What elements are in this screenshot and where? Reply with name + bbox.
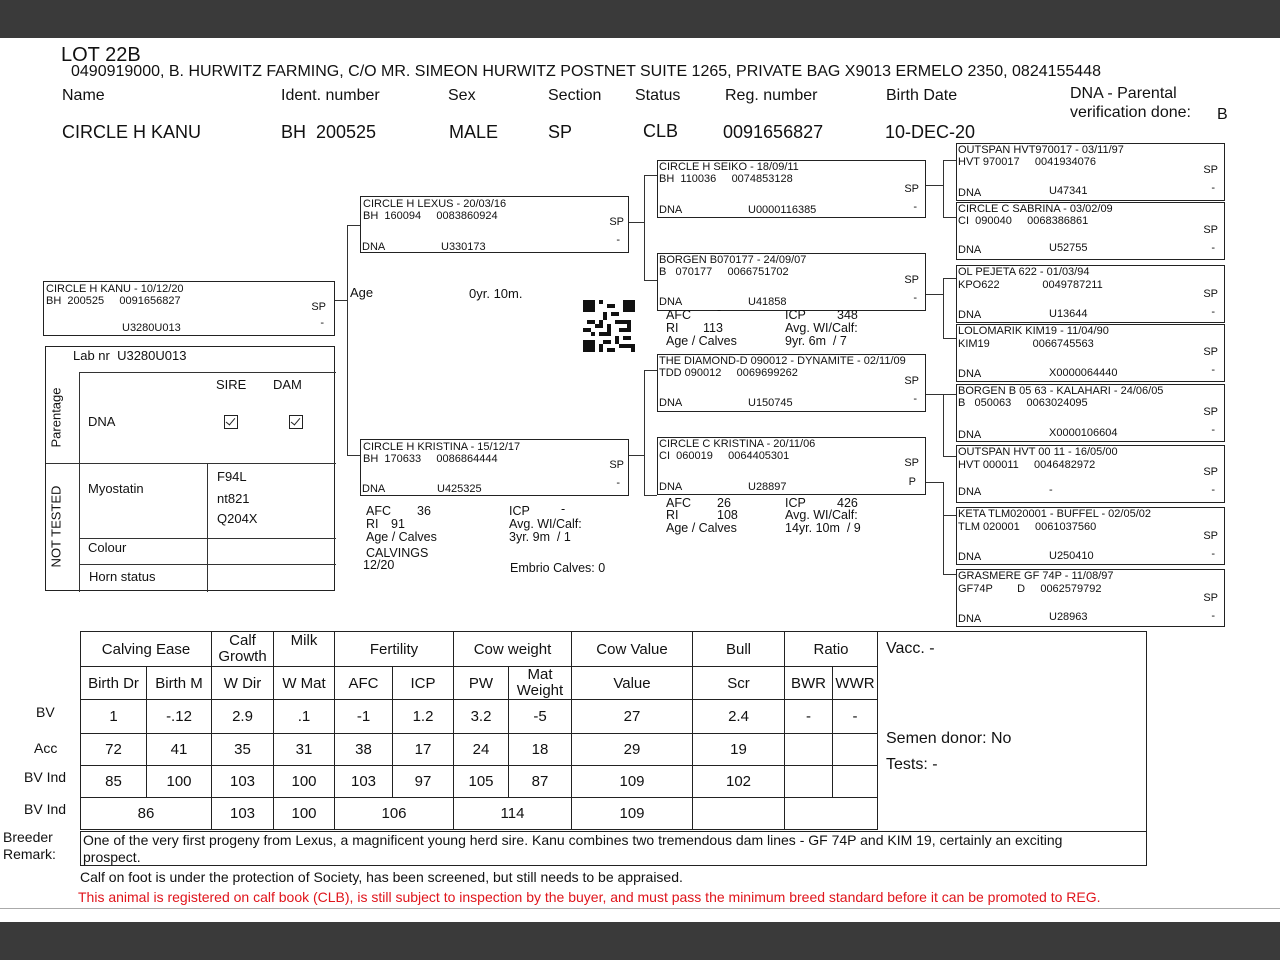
age-value: 0yr. 10m. — [469, 286, 523, 301]
row-label-acc: Acc — [34, 740, 58, 756]
connector — [347, 225, 360, 226]
card-dna-label: DNA — [362, 241, 386, 253]
card-ident: B 050063 0063024095 — [958, 397, 1088, 409]
card-dna-label: DNA — [958, 551, 982, 563]
colour-label: Colour — [88, 540, 127, 555]
card-title: CIRCLE H KRISTINA - 15/12/17 — [363, 441, 521, 453]
lab-panel — [45, 346, 335, 591]
card-dash: - — [1211, 182, 1215, 194]
bv-cell: 1.2 — [393, 700, 454, 734]
card-dna-id: - — [1049, 484, 1053, 496]
col-birth-m: Birth M — [147, 667, 212, 700]
card-title: OUTSPAN HVT970017 - 03/11/97 — [958, 144, 1124, 156]
animal-status: CLB — [643, 121, 679, 141]
acc-cell: 31 — [274, 734, 335, 766]
table-row — [81, 798, 878, 830]
acc-cell: 24 — [454, 734, 509, 766]
bv-cell: -.12 — [147, 700, 212, 734]
bvind-cell — [833, 766, 878, 798]
card-ident: BH 200525 0091656827 — [46, 295, 181, 307]
breeding-values-table — [80, 631, 878, 830]
acc-cell — [833, 734, 878, 766]
card-section: SP — [1203, 164, 1218, 176]
connector — [943, 515, 956, 516]
connector — [943, 456, 956, 457]
clb-warning: This animal is registered on calf book (CLB), is still subject to inspection by the buyer, and must pass the minimum breed standard before it can be promoted to REG. — [78, 889, 1101, 905]
bvind2-cell: 86 — [81, 798, 212, 830]
animal-name: CIRCLE H KANU — [62, 122, 202, 142]
row-label-bv: BV — [36, 704, 55, 720]
remark-label-1: Breeder — [3, 829, 53, 845]
connector — [347, 225, 348, 455]
group-ratio: Ratio — [785, 632, 878, 667]
divider — [46, 463, 336, 464]
gp-icp-label: ICP — [785, 496, 806, 510]
gene-nt821: nt821 — [217, 491, 250, 506]
bvind-cell: 100 — [274, 766, 335, 798]
remark-label-2: Remark: — [3, 846, 56, 862]
card-title: CIRCLE C SABRINA - 03/02/09 — [958, 203, 1113, 215]
card-section: SP — [1203, 406, 1218, 418]
gene-q204x: Q204X — [217, 511, 258, 526]
dam-card — [360, 439, 629, 496]
connector — [629, 222, 644, 223]
col-reg: Reg. number — [725, 87, 818, 104]
not-tested-label: NOT TESTED — [48, 485, 64, 568]
col-afc: AFC — [335, 667, 393, 700]
acc-cell: 29 — [572, 734, 693, 766]
card-ident: CI 060019 0064405301 — [659, 450, 790, 462]
col-w-mat: W Mat — [274, 667, 335, 700]
card-dna-label: DNA — [958, 429, 982, 441]
card-section: SP — [609, 216, 624, 228]
connector — [943, 278, 944, 338]
connector — [629, 455, 644, 456]
card-dash: - — [913, 393, 917, 405]
animal-sex: MALE — [449, 122, 499, 142]
bvind2-cell — [785, 798, 878, 830]
connector — [943, 160, 944, 217]
parentage-label: Parentage — [48, 387, 64, 448]
table-row — [81, 700, 878, 734]
col-mat-weight: Mat Weight — [509, 667, 572, 700]
card-title: LOLOMARIK KIM19 - 11/04/90 — [958, 325, 1109, 337]
card-dash: - — [1211, 548, 1215, 560]
acc-cell: 17 — [393, 734, 454, 766]
col-scr: Scr — [693, 667, 785, 700]
connector — [347, 455, 360, 456]
dam-wi-label: Avg. WI/Calf: — [509, 517, 582, 531]
card-dna-id: X0000064440 — [1049, 367, 1118, 379]
sire-dna-checkbox — [224, 415, 238, 429]
card-section: SP — [1203, 346, 1218, 358]
bv-cell: 27 — [572, 700, 693, 734]
card-dna-label: DNA — [958, 309, 982, 321]
great-grandparent-card — [956, 202, 1225, 260]
great-grandparent-card — [956, 324, 1225, 382]
card-ident: BH 170633 0086864444 — [363, 453, 498, 465]
connector — [926, 482, 943, 483]
connector — [644, 495, 657, 496]
remark-text: One of the very first progeny from Lexus, a magnificent young herd sire. Kanu combines two tremendous dam lines - GF 74P and KIM 19, certainly an exciting prospect. — [83, 832, 1063, 865]
col-birth-dr: Birth Dr — [81, 667, 147, 700]
dam-dna-checkbox — [289, 415, 303, 429]
card-dash: - — [1211, 424, 1215, 436]
dam-ri-label: RI — [366, 517, 379, 531]
card-dna-label: DNA — [958, 187, 982, 199]
card-section: SP — [904, 274, 919, 286]
bvind2-cell: 114 — [454, 798, 572, 830]
card-dash: - — [1211, 484, 1215, 496]
card-dash: - — [616, 477, 620, 489]
table-row — [81, 766, 878, 798]
card-dash: - — [1211, 364, 1215, 376]
connector — [943, 217, 956, 218]
group-calf-growth: Calf Growth — [212, 632, 274, 667]
card-dash: - — [320, 317, 324, 329]
bv-cell: 2.9 — [212, 700, 274, 734]
card-title: THE DIAMOND-D 090012 - DYNAMITE - 02/11/09 — [659, 355, 906, 367]
great-grandparent-card — [956, 569, 1225, 627]
card-dna-label: DNA — [659, 481, 683, 493]
row-label-bvind-2: BV Ind — [24, 801, 67, 817]
animal-section: SP — [548, 122, 573, 142]
connector — [943, 394, 944, 456]
bvind-cell — [785, 766, 833, 798]
card-dna-label: DNA — [659, 296, 683, 308]
vacc-label: Vacc. - — [886, 640, 935, 657]
bv-cell: 3.2 — [454, 700, 509, 734]
horn-label: Horn status — [89, 569, 156, 584]
semen-donor: Semen donor: No — [886, 730, 1012, 747]
dna-verification-value: B — [1217, 106, 1228, 123]
gene-f94l: F94L — [217, 469, 247, 484]
dam-agecalves-value: 3yr. 9m / 1 — [509, 530, 571, 544]
card-title: CIRCLE H SEIKO - 18/09/11 — [659, 161, 799, 173]
bvind-cell: 87 — [509, 766, 572, 798]
bv-cell: - — [785, 700, 833, 734]
card-section: SP — [311, 301, 326, 313]
card-dna-id: X0000106604 — [1049, 427, 1118, 439]
gp-ri-value: 108 — [717, 508, 738, 522]
acc-cell — [785, 734, 833, 766]
card-dna-label: DNA — [958, 244, 982, 256]
card-dash: - — [1211, 242, 1215, 254]
bv-cell: -5 — [509, 700, 572, 734]
card-section: SP — [1203, 224, 1218, 236]
col-w-dir: W Dir — [212, 667, 274, 700]
card-dna-id: U52755 — [1049, 242, 1088, 254]
card-dna-id: U250410 — [1049, 550, 1094, 562]
bvind-cell: 97 — [393, 766, 454, 798]
card-ident: BH 160094 0083860924 — [363, 210, 498, 222]
card-dna-label: DNA — [659, 397, 683, 409]
gp-wi-label: Avg. WI/Calf: — [785, 321, 858, 335]
dam-header: DAM — [273, 377, 302, 392]
col-birth: Birth Date — [886, 87, 958, 104]
card-ident: KPO622 0049787211 — [958, 279, 1103, 291]
card-dna-id: U0000116385 — [748, 204, 817, 216]
card-ident: TDD 090012 0069699262 — [659, 367, 798, 379]
gp-afc-label: AFC — [666, 308, 691, 322]
myostatin-label: Myostatin — [88, 481, 144, 496]
gp-afc-value: - — [717, 303, 722, 317]
table-row — [81, 734, 878, 766]
acc-cell: 19 — [693, 734, 785, 766]
group-fertility: Fertility — [335, 632, 454, 667]
acc-cell: 18 — [509, 734, 572, 766]
card-dna-id: U28963 — [1049, 611, 1088, 623]
gp-agecalves-value: 14yr. 10m / 9 — [785, 521, 861, 535]
bv-cell: - — [833, 700, 878, 734]
grandparent-card — [657, 253, 926, 311]
card-ident: HVT 970017 0041934076 — [958, 156, 1097, 168]
bvind2-cell — [693, 798, 785, 830]
tests-label: Tests: - — [886, 756, 938, 773]
card-dash: P — [908, 476, 916, 488]
bvind-cell: 105 — [454, 766, 509, 798]
remark-box — [80, 831, 1147, 866]
gp-agecalves-label: Age / Calves — [666, 334, 737, 348]
acc-cell: 72 — [81, 734, 147, 766]
col-section: Section — [548, 87, 602, 104]
connector — [926, 294, 943, 295]
card-section: SP — [904, 375, 919, 387]
card-dash: - — [913, 292, 917, 304]
connector — [943, 160, 956, 161]
lab-number: Lab nr U3280U013 — [73, 348, 187, 363]
col-value: Value — [572, 667, 693, 700]
footer-note: Calf on foot is under the protection of Society, has been screened, but still needs to be appraised. — [80, 869, 683, 885]
gp-ri-value: 113 — [703, 321, 723, 335]
animal-card — [43, 281, 335, 336]
dam-calvings-value: 12/20 — [363, 558, 395, 572]
col-wwr: WWR — [833, 667, 878, 700]
grandparent-card — [657, 437, 926, 495]
connector — [943, 574, 956, 575]
great-grandparent-card — [956, 445, 1225, 503]
card-dna-label: DNA — [958, 368, 982, 380]
animal-reg: 0091656827 — [723, 122, 824, 142]
age-label: Age — [350, 285, 374, 300]
connector — [943, 482, 944, 574]
card-section: SP — [1203, 466, 1218, 478]
card-title: OUTSPAN HVT 00 11 - 16/05/00 — [958, 446, 1118, 458]
card-title: GRASMERE GF 74P - 11/08/97 — [958, 570, 1114, 582]
card-section: SP — [904, 183, 919, 195]
dam-embrio: Embrio Calves: 0 — [510, 561, 606, 575]
connector — [926, 185, 943, 186]
dam-ri-value: 91 — [391, 517, 405, 531]
qr-code — [583, 300, 635, 352]
card-section: SP — [1203, 592, 1218, 604]
bottom-bar — [0, 922, 1280, 960]
acc-cell: 35 — [212, 734, 274, 766]
card-dash: - — [1211, 306, 1215, 318]
card-title: BORGEN B 05 63 - KALAHARI - 24/06/05 — [958, 385, 1164, 397]
connector — [943, 278, 956, 279]
card-title: BORGEN B070177 - 24/09/07 — [659, 254, 807, 266]
group-calving-ease: Calving Ease — [81, 632, 212, 667]
gp-ri-label: RI — [666, 321, 679, 335]
col-bwr: BWR — [785, 667, 833, 700]
bv-cell: -1 — [335, 700, 393, 734]
bvind-cell: 102 — [693, 766, 785, 798]
col-dna-1: DNA - Parental — [1070, 85, 1177, 102]
group-cow-value: Cow Value — [572, 632, 693, 667]
card-ident: CI 090040 0068386861 — [958, 215, 1089, 227]
acc-cell: 38 — [335, 734, 393, 766]
card-section: SP — [609, 459, 624, 471]
gp-agecalves-label: Age / Calves — [666, 521, 737, 535]
card-dash: - — [913, 201, 917, 213]
bvind2-cell: 103 — [212, 798, 274, 830]
card-dna-id: U13644 — [1049, 308, 1088, 320]
col-pw: PW — [454, 667, 509, 700]
bv-cell: 2.4 — [693, 700, 785, 734]
great-grandparent-card — [956, 143, 1225, 201]
card-section: SP — [1203, 530, 1218, 542]
bvind2-cell: 106 — [335, 798, 454, 830]
dam-afc-label: AFC — [366, 504, 391, 518]
connector — [943, 394, 956, 395]
connector — [644, 370, 645, 495]
great-grandparent-card — [956, 265, 1225, 323]
card-dna-label: DNA — [958, 486, 982, 498]
card-title: OL PEJETA 622 - 01/03/94 — [958, 266, 1090, 278]
card-dna-id: U47341 — [1049, 185, 1088, 197]
card-dna-id: U330173 — [441, 241, 486, 253]
gp-agecalves-value: 9yr. 6m / 7 — [785, 334, 847, 348]
col-name: Name — [62, 87, 105, 104]
divider — [207, 463, 208, 592]
card-section: SP — [1203, 288, 1218, 300]
col-icp: ICP — [393, 667, 454, 700]
card-title: CIRCLE H KANU - 10/12/20 — [46, 283, 184, 295]
gp-afc-value: 26 — [717, 496, 731, 510]
card-ident: KIM19 0066745563 — [958, 338, 1094, 350]
connector — [644, 370, 657, 371]
gp-icp-value: 348 — [837, 308, 858, 322]
dam-icp-label: ICP — [509, 504, 530, 518]
connector — [644, 175, 657, 176]
great-grandparent-card — [956, 507, 1225, 565]
gp-ri-label: RI — [666, 508, 679, 522]
card-title: CIRCLE H LEXUS - 20/03/16 — [363, 198, 507, 210]
owner-info: 0490919000, B. HURWITZ FARMING, C/O MR. SIMEON HURWITZ POSTNET SUITE 1265, PRIVATE BAG X9013 ERMELO 2350, 0824155448 — [71, 63, 1101, 80]
bvind-cell: 103 — [212, 766, 274, 798]
card-dna-label: DNA — [362, 483, 386, 495]
card-title: CIRCLE C KRISTINA - 20/11/06 — [659, 438, 816, 450]
dam-calvings-label: CALVINGS — [366, 546, 429, 560]
lot-number: LOT 22B — [61, 44, 141, 66]
card-ident: HVT 000011 0046482972 — [958, 459, 1096, 471]
side-info-panel — [878, 631, 1147, 832]
group-cow-weight: Cow weight — [454, 632, 572, 667]
card-dna-id: U41858 — [748, 296, 787, 308]
bv-cell: .1 — [274, 700, 335, 734]
col-status: Status — [635, 87, 681, 104]
dam-agecalves-label: Age / Calves — [366, 530, 437, 544]
card-ident: BH 110036 0074853128 — [659, 173, 793, 185]
connector — [644, 280, 657, 281]
gp-icp-label: ICP — [785, 308, 806, 322]
grandparent-card — [657, 354, 926, 412]
bvind-cell: 85 — [81, 766, 147, 798]
divider — [79, 372, 80, 592]
sire-card — [360, 196, 629, 253]
divider — [79, 372, 336, 373]
gp-wi-label: Avg. WI/Calf: — [785, 508, 858, 522]
group-milk: Milk — [274, 632, 335, 667]
card-title: KETA TLM020001 - BUFFEL - 02/05/02 — [958, 508, 1152, 520]
gp-afc-label: AFC — [666, 496, 691, 510]
connector — [335, 300, 347, 301]
col-sex: Sex — [448, 87, 476, 104]
acc-cell: 41 — [147, 734, 212, 766]
bvind-cell: 103 — [335, 766, 393, 798]
top-bar — [0, 0, 1280, 38]
card-dna-label: DNA — [659, 204, 683, 216]
dna-label: DNA — [88, 414, 116, 429]
grandparent-card — [657, 160, 926, 218]
sire-header: SIRE — [216, 377, 247, 392]
connector — [644, 175, 645, 280]
card-ident: TLM 020001 0061037560 — [958, 521, 1097, 533]
dam-icp-value: - — [561, 502, 566, 516]
connector — [926, 394, 943, 395]
card-dna-id: U150745 — [748, 397, 793, 409]
bvind2-cell: 100 — [274, 798, 335, 830]
col-ident: Ident. number — [281, 87, 380, 104]
great-grandparent-card — [956, 384, 1225, 442]
card-dash: - — [616, 234, 620, 246]
bvind-cell: 109 — [572, 766, 693, 798]
bv-cell: 1 — [81, 700, 147, 734]
animal-ident: BH 200525 — [281, 122, 377, 142]
gp-icp-value: 426 — [837, 496, 858, 510]
bvind2-cell: 109 — [572, 798, 693, 830]
card-dna-id: U28897 — [748, 481, 787, 493]
card-lab: U3280U013 — [122, 322, 181, 334]
bvind-cell: 100 — [147, 766, 212, 798]
col-dna-2: verification done: — [1070, 104, 1191, 121]
card-dna-label: DNA — [958, 613, 982, 625]
animal-birth: 10-DEC-20 — [885, 122, 976, 142]
card-dna-id: U425325 — [437, 483, 482, 495]
connector — [943, 338, 956, 339]
row-label-bvind: BV Ind — [24, 769, 67, 785]
group-bull: Bull — [693, 632, 785, 667]
dam-afc-value: 36 — [417, 504, 431, 518]
card-dash: - — [1211, 610, 1215, 622]
card-section: SP — [904, 457, 919, 469]
card-ident: GF74P D 0062579792 — [958, 583, 1102, 595]
bottom-rule — [0, 908, 1280, 909]
card-ident: B 070177 0066751702 — [659, 266, 789, 278]
